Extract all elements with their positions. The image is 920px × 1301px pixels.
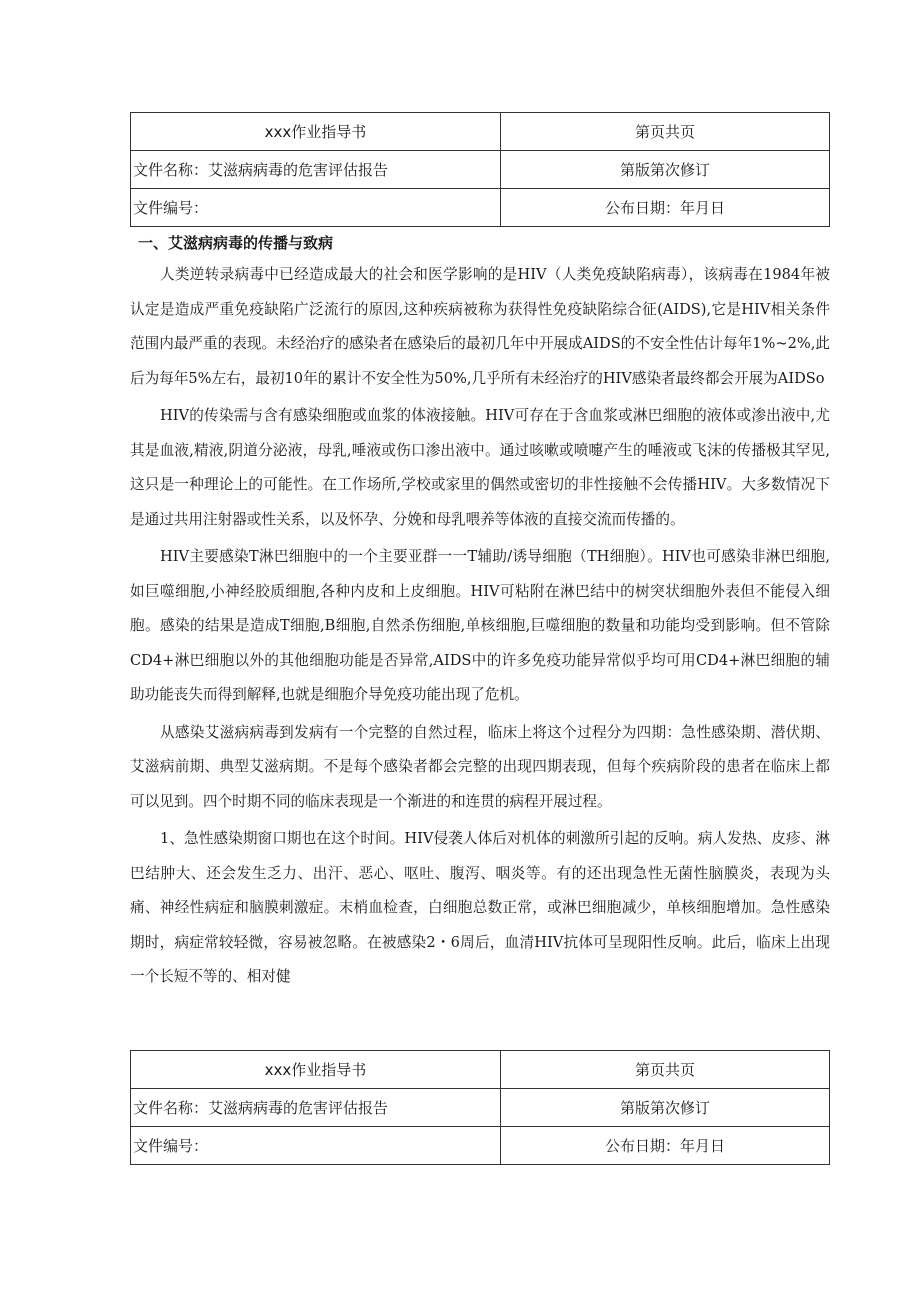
header-row: [131, 1127, 830, 1165]
version-info: 第版第次修订: [501, 1089, 830, 1127]
document-header-table: [130, 112, 830, 227]
header-row: [131, 1051, 830, 1089]
document-body: [130, 228, 830, 995]
header-row: [131, 151, 830, 189]
file-name: 文件名称：艾滋病病毒的危害评估报告: [131, 1089, 501, 1127]
document-header-table-repeat: [130, 1050, 830, 1165]
header-row: [131, 113, 830, 151]
page-info: 第页共页: [501, 113, 830, 151]
publish-date: 公布日期：年月日: [501, 189, 830, 227]
publish-date: 公布日期：年月日: [501, 1127, 830, 1165]
paragraph: HIV的传染需与含有感染细胞或血浆的体液接触。HIV可存在于含血浆或淋巴细胞的液体或渗出液中,尤其是血液,精液,阴道分泌液，母乳,唾液或伤口渗出液中。通过咳嗽或喷嚏产生的唾液或飞沫的传播极其罕见,这只是一种理论上的可能性。在工作场所,学校或家里的偶然或密切的非性接触不会传播HIV。大多数情况下是通过共用注射器或性关系，以及怀孕、分娩和母乳喂养等体液的直接交流而传播的。: [130, 407, 830, 528]
header-row: [131, 1089, 830, 1127]
paragraph: 人类逆转录病毒中已经造成最大的社会和医学影响的是HIV（人类免疫缺陷病毒），该病毒在1984年被认定是造成严重免疫缺陷广泛流行的原因,这种疾病被称为获得性免疫缺陷综合征(AIDS),它是HIV相关条件范围内最严重的表现。未经治疗的感染者在感染后的最初几年中开展成AIDS的不安全性估计每年1%~2%,此后为每年5%左右，最初10年的累计不安全性为50%,几乎所有未经治疗的HIV感染者最终都会开展为AIDSo: [130, 266, 830, 387]
version-info: 第版第次修订: [501, 151, 830, 189]
doc-title: xxx作业指导书: [131, 113, 501, 151]
file-number: 文件编号：: [131, 1127, 501, 1165]
paragraph: 从感染艾滋病病毒到发病有一个完整的自然过程，临床上将这个过程分为四期：急性感染期、潜伏期、艾滋病前期、典型艾滋病期。不是每个感染者都会完整的出现四期表现，但每个疾病阶段的患者在临床上都可以见到。四个时期不同的临床表现是一个渐进的和连贯的病程开展过程。: [130, 723, 830, 810]
file-name: 文件名称：艾滋病病毒的危害评估报告: [131, 151, 501, 189]
section-title: 一、艾滋病病毒的传播与致病: [138, 234, 334, 252]
paragraph: HIV主要感染T淋巴细胞中的一个主要亚群一一T辅助/诱导细胞（TH细胞）。HIV也可感染非淋巴细胞,如巨噬细胞,小神经胶质细胞,各种内皮和上皮细胞。HIV可粘附在淋巴结中的树突状细胞外表但不能侵入细胞。感染的结果是造成T细胞,B细胞,自然杀伤细胞,单核细胞,巨噬细胞的数量和功能均受到影响。但不管除CD4+淋巴细胞以外的其他细胞功能是否异常,AIDS中的许多免疫功能异常似乎均可用CD4+淋巴细胞的辅助功能丧失而得到解释,也就是细胞介导免疫功能出现了危机。: [130, 548, 830, 703]
file-number: 文件编号：: [131, 189, 501, 227]
doc-title: xxx作业指导书: [131, 1051, 501, 1089]
paragraph: 1、急性感染期窗口期也在这个时间。HIV侵袭人体后对机体的刺激所引起的反响。病人发热、皮疹、淋巴结肿大、还会发生乏力、出汗、恶心、呕吐、腹泻、咽炎等。有的还出现急性无菌性脑膜炎，表现为头痛、神经性病症和脑膜刺激症。末梢血检查，白细胞总数正常，或淋巴细胞减少，单核细胞增加。急性感染期时，病症常较轻微，容易被忽略。在被感染2・6周后，血清HIV抗体可呈现阳性反响。此后，临床上出现一个长短不等的、相对健: [130, 830, 830, 985]
page-info: 第页共页: [501, 1051, 830, 1089]
header-row: [131, 189, 830, 227]
